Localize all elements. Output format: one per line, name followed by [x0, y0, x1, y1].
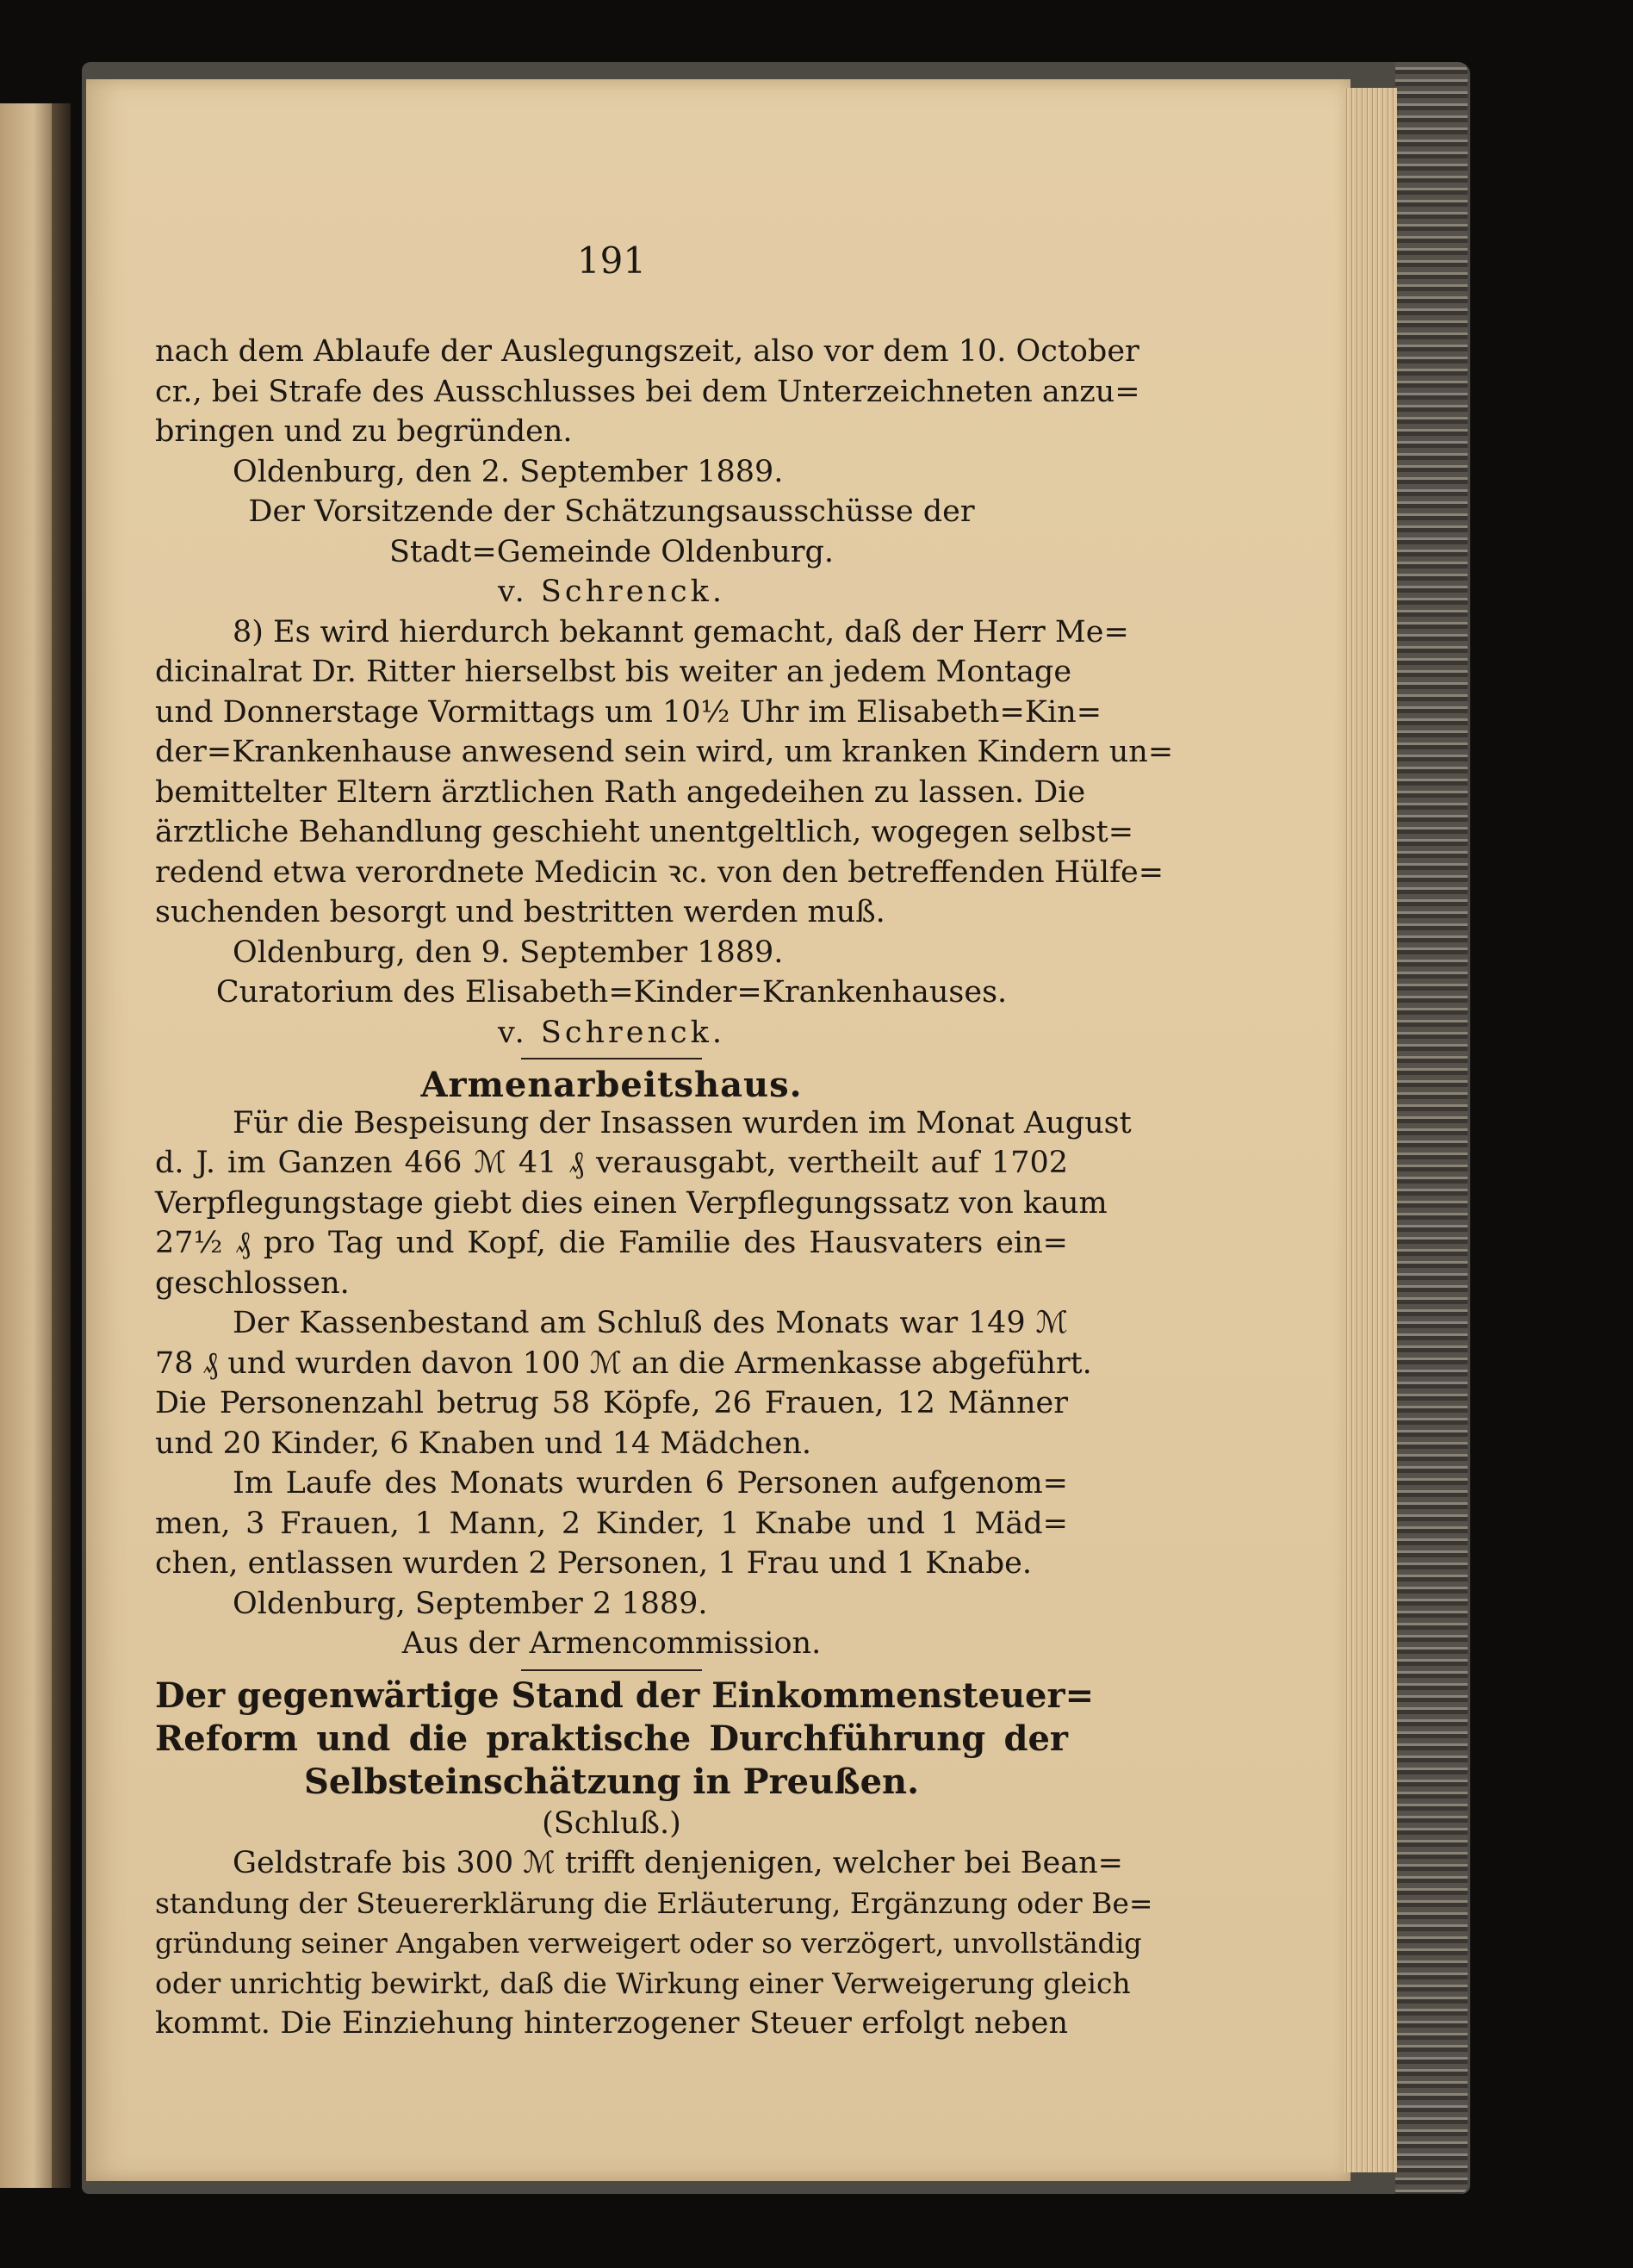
text-line: chen, entlassen wurden 2 Personen, 1 Frau und 1 Knabe. — [155, 1546, 1032, 1581]
section-title: Armenarbeitshaus. — [420, 1065, 803, 1105]
section-armenarbeitshaus — [155, 1063, 1132, 1664]
text-line: gründung seiner Angaben verweigert oder so verzögert, unvollständig — [155, 1927, 1142, 1960]
text-line: Für die Bespeisung der Insassen wurden im Monat August — [233, 1105, 1132, 1140]
text-line: Geldstrafe bis 300 ℳ trifft denjenigen, welcher bei Bean= — [233, 1846, 1123, 1880]
place-date: Oldenburg, September 2 1889. — [233, 1586, 708, 1621]
signature-line: Curatorium des Elisabeth=Kinder=Krankenhauses. — [215, 975, 1008, 1010]
page-number: 191 — [576, 239, 647, 282]
block-2 — [155, 612, 1174, 1053]
text-line: oder unrichtig bewirkt, daß die Wirkung einer Verweigerung gleich — [155, 1966, 1131, 2000]
section-title: Reform und die praktische Durchführung der — [155, 1718, 1068, 1759]
text-line: Verpflegungstage giebt dies einen Verpflegungssatz von kaum — [155, 1185, 1108, 1221]
text-line: ärztliche Behandlung geschieht unentgeltlich, wogegen selbst= — [155, 815, 1134, 849]
section-title: Der gegenwärtige Stand der Einkommensteuer= — [155, 1675, 1095, 1716]
signature-line: Der Vorsitzende der Schätzungsausschüsse der — [248, 494, 975, 529]
text-line: 78 ₰ und wurden davon 100 ℳ an die Armenkasse abgeführt. — [155, 1345, 1092, 1381]
block-1 — [155, 332, 1140, 612]
text-line: bemittelter Eltern ärztlichen Rath angedeihen zu lassen. Die — [155, 774, 1086, 810]
signature-line: Stadt=Gemeinde Oldenburg. — [388, 534, 834, 569]
section-title: Selbsteinschätzung in Preußen. — [303, 1761, 920, 1802]
text-line: kommt. Die Einziehung hinterzogener Steuer erfolgt neben — [155, 2006, 1068, 2041]
text-line: nach dem Ablaufe der Auslegungszeit, also vor dem 10. October — [155, 334, 1139, 369]
text-line: Die Personenzahl betrug 58 Köpfe, 26 Frauen, 12 Männer — [155, 1386, 1068, 1420]
text-line: geschlossen. — [155, 1265, 350, 1301]
text-line: 8) Es wird hierdurch bekannt gemacht, daß der Herr Me= — [233, 614, 1129, 649]
signature-line: Aus der Armencommission. — [401, 1626, 822, 1661]
text-line: dicinalrat Dr. Ritter hierselbst bis weiter an jedem Montage — [155, 655, 1072, 689]
page-text — [155, 332, 1174, 2044]
section-divider — [521, 1058, 702, 1059]
text-line: suchenden besorgt und bestritten werden muß. — [155, 895, 885, 929]
section-subtitle: (Schluß.) — [542, 1805, 681, 1841]
signature-name: v. Schrenck. — [498, 1015, 725, 1050]
text-line: standung der Steuererklärung die Erläuterung, Ergänzung oder Be= — [155, 1886, 1153, 1920]
text-line: und 20 Kinder, 6 Knaben und 14 Mädchen. — [155, 1426, 812, 1461]
cover-edge — [1395, 62, 1468, 2194]
signature-name: v. Schrenck. — [498, 575, 725, 609]
text-line: bringen und zu begründen. — [155, 414, 573, 449]
text-line: 27½ ₰ pro Tag und Kopf, die Familie des Hausvaters ein= — [155, 1226, 1068, 1260]
text-line: und Donnerstage Vormittags um 10½ Uhr im Elisabeth=Kin= — [155, 694, 1102, 730]
place-date: Oldenburg, den 2. September 1889. — [233, 454, 784, 489]
section-einkommensteuer — [155, 1675, 1153, 2044]
page-edges — [1344, 88, 1397, 2172]
book-gutter — [52, 103, 71, 2188]
text-line: cr., bei Strafe des Ausschlusses bei dem Unterzeichneten anzu= — [155, 374, 1140, 409]
text-line: men, 3 Frauen, 1 Mann, 2 Kinder, 1 Knabe und 1 Mäd= — [155, 1506, 1068, 1541]
text-line: der=Krankenhause anwesend sein wird, um kranken Kindern un= — [155, 735, 1174, 769]
section-divider — [521, 1669, 702, 1671]
text-line: d. J. im Ganzen 466 ℳ 41 ₰ verausgabt, vertheilt auf 1702 — [155, 1146, 1068, 1180]
text-line: Der Kassenbestand am Schluß des Monats war 149 ℳ — [233, 1306, 1068, 1340]
place-date: Oldenburg, den 9. September 1889. — [233, 935, 784, 970]
text-line: Im Laufe des Monats wurden 6 Personen aufgenom= — [233, 1466, 1068, 1501]
text-line: redend etwa verordnete Medicin ꝛc. von den betreffenden Hülfe= — [155, 854, 1164, 890]
